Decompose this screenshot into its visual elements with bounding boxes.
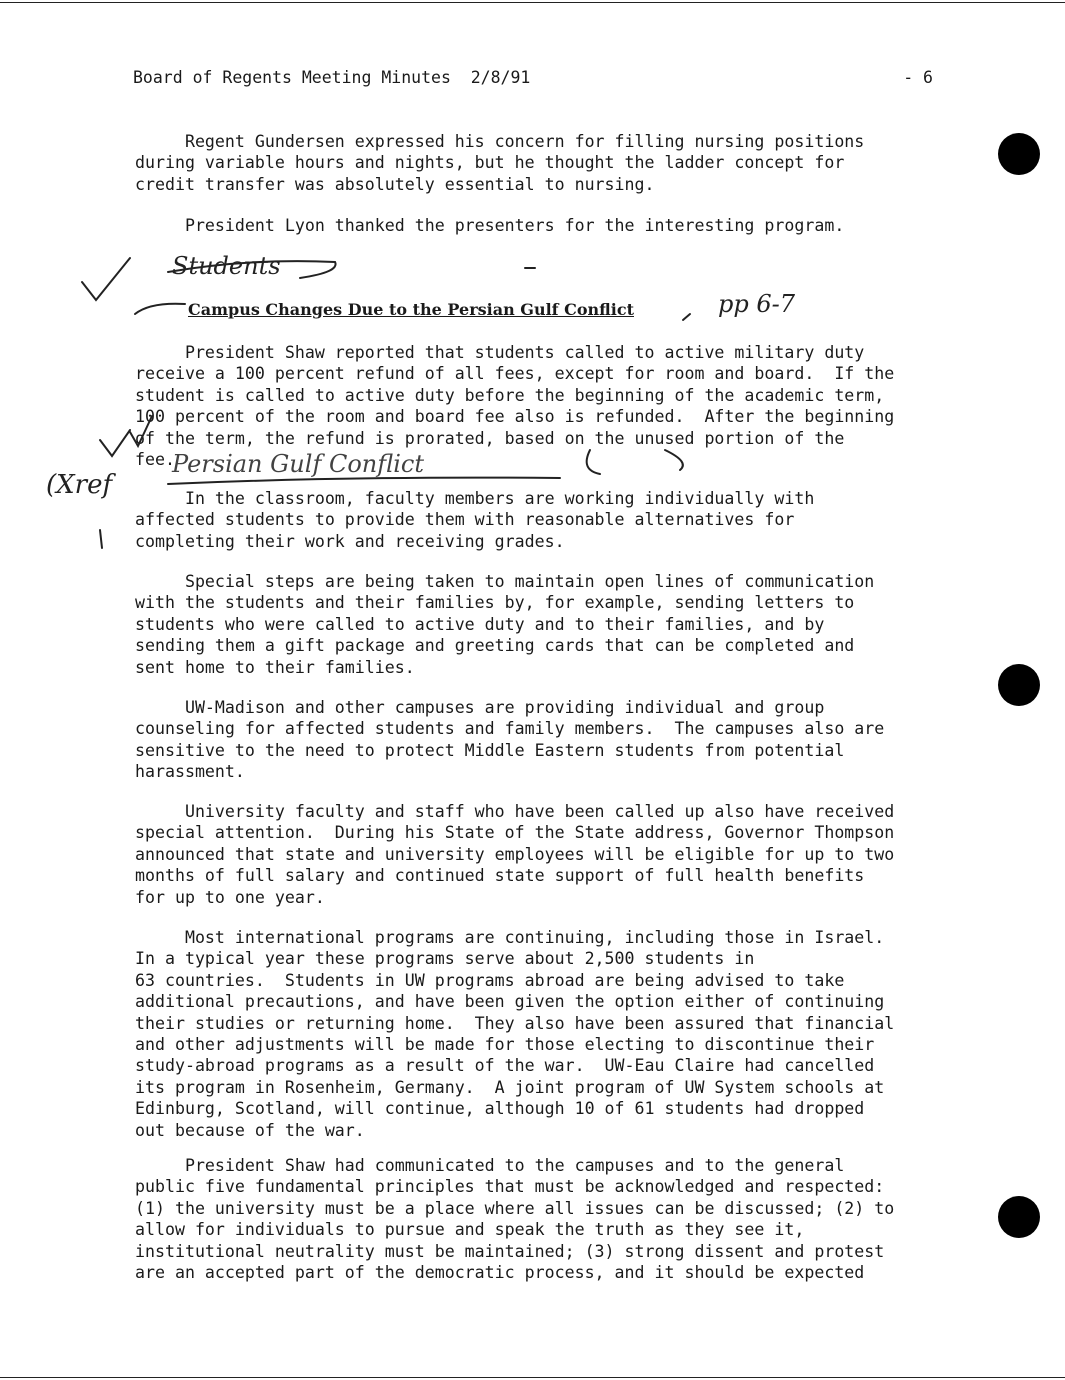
handwritten-students-note: Students	[172, 252, 281, 280]
paragraph-international: Most international programs are continuing, including those in Israel. In a typical year these programs serve about 2,500 students in 63 countries. Students in UW programs abroad are being advised to take additional precautions, and have been given the option either of continuing their studies or returning home. They also have been assured that financial and other adjustments will be made for those electing to discontinue their study-abroad programs as a result of the war. UW-Eau Claire had cancelled its program in Rosenheim, Germany. A joint program of UW System schools at Edinburg, Scotland, will continue, although 10 of 61 students had dropped out because of the war.	[135, 928, 895, 1140]
section-heading: Campus Changes Due to the Persian Gulf Conflict	[188, 300, 634, 319]
header-title: Board of Regents Meeting Minutes 2/8/91	[133, 68, 531, 87]
handwritten-page-ref: pp 6-7	[718, 290, 796, 318]
punch-hole-icon	[998, 133, 1040, 175]
bottom-edge-line	[0, 1377, 1065, 1378]
punch-hole-icon	[998, 664, 1040, 706]
page-number: - 6	[903, 68, 933, 87]
paragraph-faculty-staff: University faculty and staff who have been called up also have received special attention. During his State of the State address, Governor Thompson announced that state and university employees will be eligible for up to two months of full salary and continued state support of full health benefits for up to one year.	[135, 802, 895, 907]
checkmark-icon	[82, 258, 130, 300]
handwritten-xref-note: (Xref	[46, 470, 113, 500]
handwritten-persian-gulf-note: Persian Gulf Conflict	[172, 450, 424, 478]
paragraph-communication: Special steps are being taken to maintain open lines of communication with the students and their families by, for example, sending letters to students who were called to active duty and to their families, and by sending them a gift package and greeting cards that can be completed and sent home to their families.	[135, 572, 875, 677]
top-edge-line	[0, 2, 1065, 3]
paragraph-principles: President Shaw had communicated to the campuses and to the general public five fundamental principles that must be acknowledged and respected: (1) the university must be a place where all issues can be discussed; (2) to allow for individuals to pursue and speak the truth as they see it, institutional neutrality must be maintained; (3) strong dissent and protest are an accepted part of the democratic process, and it should be expected	[135, 1156, 895, 1283]
paragraph-classroom: In the classroom, faculty members are working individually with affected students to provide them with reasonable alternatives for completing their work and receiving grades.	[135, 489, 815, 551]
punch-hole-icon	[998, 1196, 1040, 1238]
paragraph-counseling: UW-Madison and other campuses are providing individual and group counseling for affected students and family members. The campuses also are sensitive to the need to protect Middle Eastern students from potential harassment.	[135, 698, 885, 782]
paragraph-lyon: President Lyon thanked the presenters for the interesting program.	[135, 216, 845, 235]
paragraph-refund: President Shaw reported that students called to active military duty receive a 100 percent refund of all fees, except for room and board. If the student is called to active duty before the beginning of the academic term, 100 percent of the room and board fee also is refunded. After the beginning of the term, the refund is prorated, based on the unused portion of the fee.	[135, 343, 895, 470]
checkmark-icon	[100, 430, 130, 456]
paragraph-gundersen: Regent Gundersen expressed his concern for filling nursing positions during variable hours and nights, but he thought the ladder concept for credit transfer was absolutely essential to nursing.	[135, 132, 865, 194]
page-header	[133, 68, 933, 92]
